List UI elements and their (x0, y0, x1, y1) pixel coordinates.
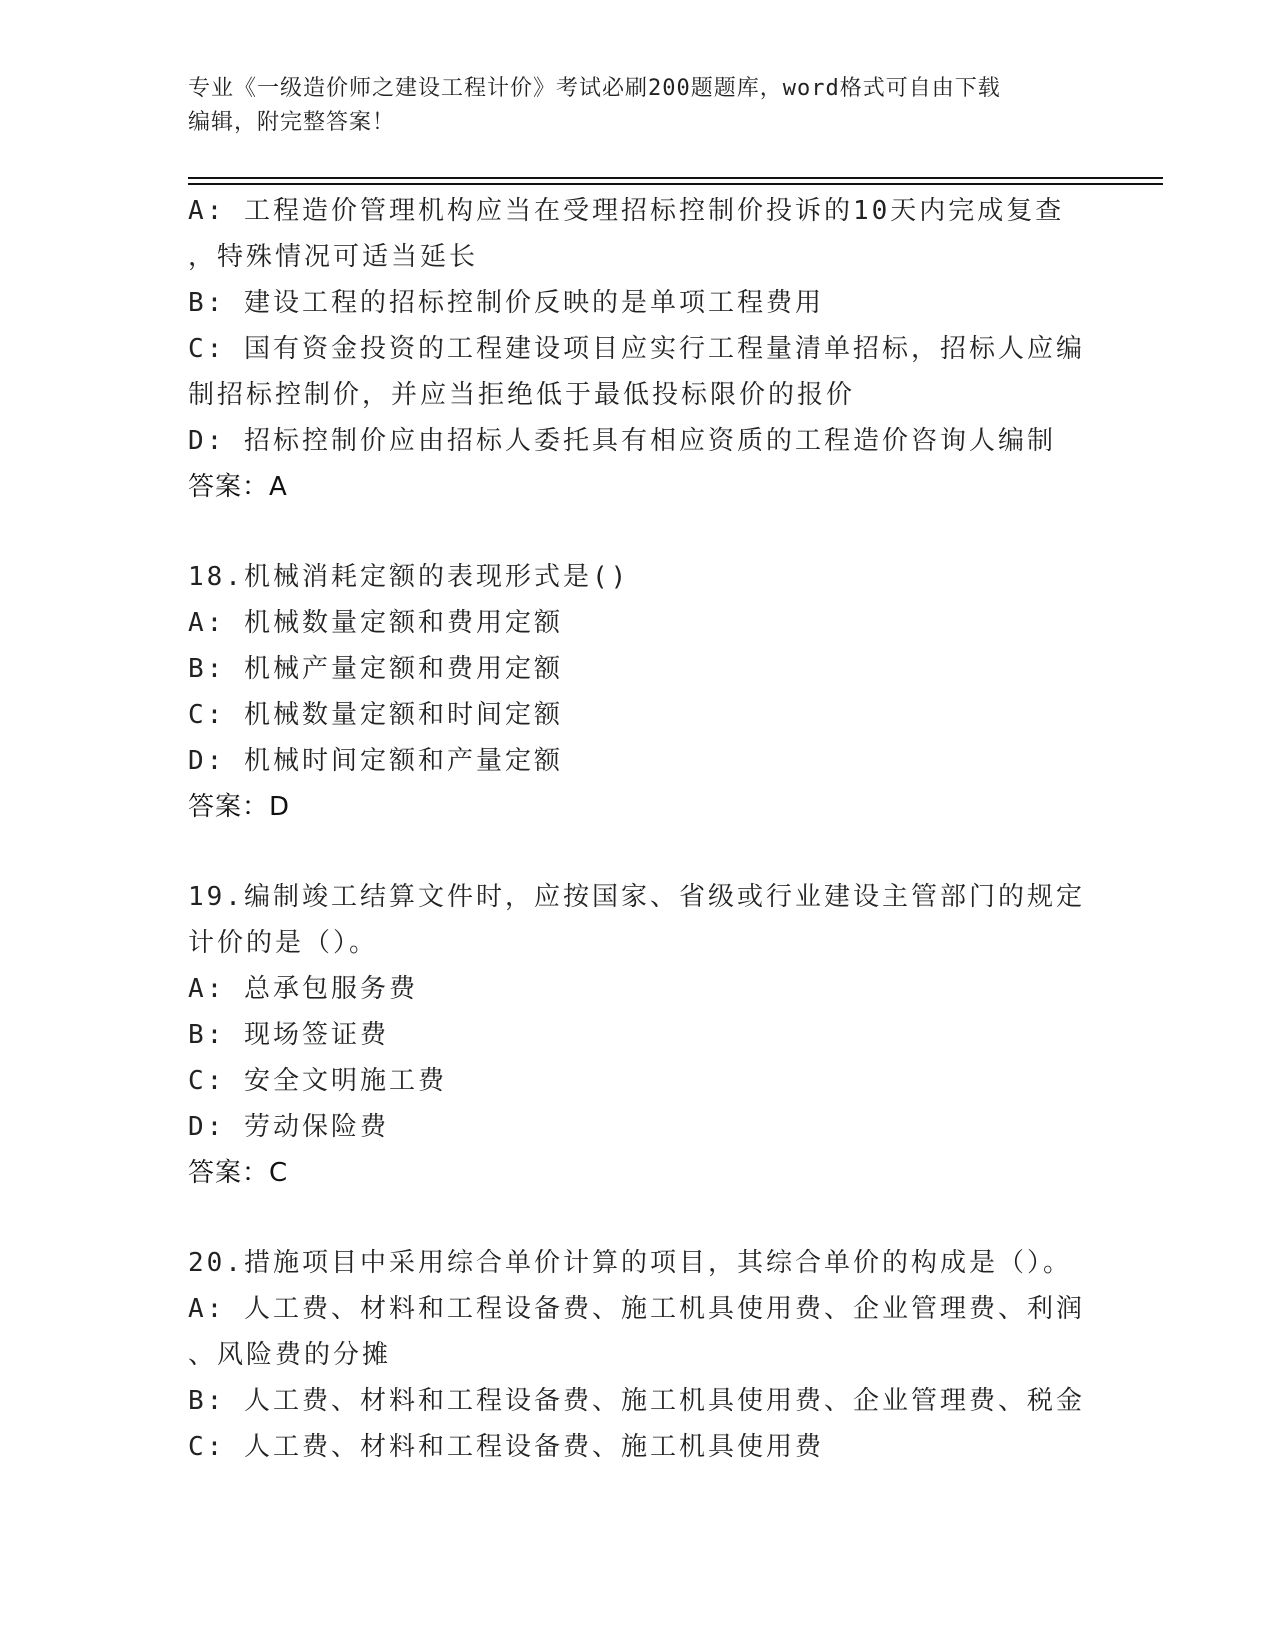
option-d: D: 机械时间定额和产量定额 (188, 746, 563, 776)
option-b: B: 现场签证费 (188, 1020, 389, 1050)
option-b: B: 人工费、材料和工程设备费、施工机具使用费、企业管理费、税金 (188, 1386, 1085, 1416)
answer-label: 答案：C (188, 1158, 289, 1188)
answer-label: 答案：D (188, 792, 291, 822)
question-stem: 18.机械消耗定额的表现形式是() (188, 562, 630, 592)
header-title-line1: 专业《一级造价师之建设工程计价》考试必刷200题题库，word格式可自由下载 (188, 76, 1001, 101)
document-header (188, 72, 1068, 140)
answer-label: 答案：A (188, 472, 288, 502)
option-d: D: 劳动保险费 (188, 1112, 389, 1142)
option-a-line1: A: 人工费、材料和工程设备费、施工机具使用费、企业管理费、利润 (188, 1294, 1085, 1324)
option-c: C: 机械数量定额和时间定额 (188, 700, 563, 730)
question-list (188, 188, 1088, 1470)
header-title-line2: 编辑，附完整答案！ (188, 110, 396, 135)
option-c-line1: C: 国有资金投资的工程建设项目应实行工程量清单招标，招标人应编 (188, 334, 1085, 364)
question-18 (188, 554, 1088, 830)
question-stem-line2: 计价的是（）。 (188, 928, 379, 958)
option-a-line2: 、风险费的分摊 (188, 1340, 392, 1370)
header-divider-top (188, 177, 1163, 179)
question-17-options (188, 188, 1088, 510)
option-b: B: 建设工程的招标控制价反映的是单项工程费用 (188, 288, 824, 318)
question-19 (188, 874, 1088, 1196)
option-c: C: 人工费、材料和工程设备费、施工机具使用费 (188, 1432, 824, 1462)
option-b: B: 机械产量定额和费用定额 (188, 654, 563, 684)
question-stem: 20.措施项目中采用综合单价计算的项目，其综合单价的构成是（）。 (188, 1248, 1072, 1278)
option-a: A: 机械数量定额和费用定额 (188, 608, 563, 638)
option-d: D: 招标控制价应由招标人委托具有相应资质的工程造价咨询人编制 (188, 426, 1056, 456)
option-c-line2: 制招标控制价，并应当拒绝低于最低投标限价的报价 (188, 380, 856, 410)
question-stem-line1: 19.编制竣工结算文件时，应按国家、省级或行业建设主管部门的规定 (188, 882, 1085, 912)
option-c: C: 安全文明施工费 (188, 1066, 447, 1096)
option-a-line2: ，特殊情况可适当延长 (188, 242, 479, 272)
option-a-line1: A: 工程造价管理机构应当在受理招标控制价投诉的10天内完成复查 (188, 196, 1065, 226)
question-20 (188, 1240, 1088, 1470)
header-divider-bottom (188, 183, 1163, 185)
option-a: A: 总承包服务费 (188, 974, 418, 1004)
